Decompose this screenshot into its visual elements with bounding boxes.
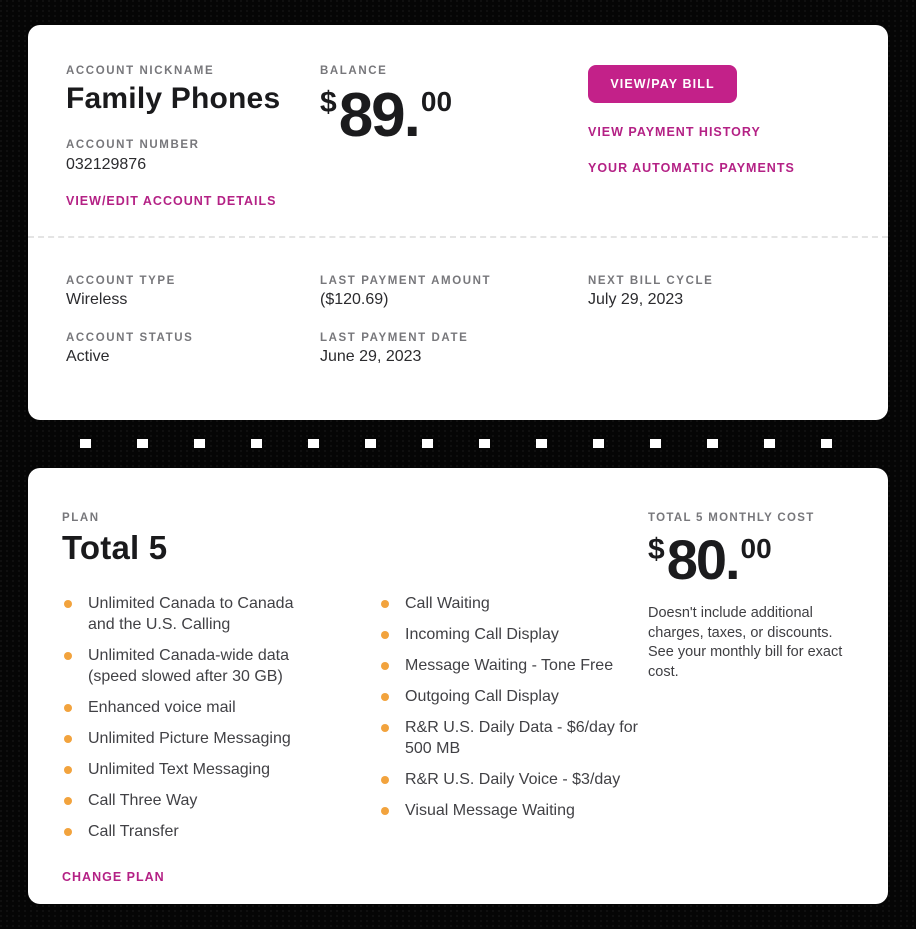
account-number-value: 032129876 [66,156,147,173]
plan-name: Total 5 [62,529,168,566]
plan-feature-text: Unlimited Canada to Canada and the U.S. Calling [88,595,294,633]
plan-feature-item [379,769,641,790]
account-type-label: ACCOUNT TYPE [66,275,176,287]
dashed-divider [28,236,888,238]
bullet-dot-icon [381,693,389,701]
plan-feature-text: Incoming Call Display [405,626,559,643]
plan-feature-item [62,697,324,718]
view-pay-bill-button[interactable]: VIEW/PAY BILL [588,65,737,103]
plan-cost-cents: 00 [740,533,772,564]
plan-features-column-1 [62,593,324,852]
account-details-grid [66,275,850,366]
bullet-dot-icon [381,807,389,815]
plan-cost-label: TOTAL 5 MONTHLY COST [648,512,815,524]
plan-feature-item [62,728,324,749]
next-bill-cycle-field [588,275,850,309]
plan-feature-item [379,593,641,614]
plan-feature-item [62,759,324,780]
bullet-dot-icon [64,735,72,743]
bullet-dot-icon [381,631,389,639]
plan-cost-currency-symbol: $ [648,533,665,566]
bullet-dot-icon [64,797,72,805]
plan-feature-text: Outgoing Call Display [405,688,559,705]
automatic-payments-link[interactable]: YOUR AUTOMATIC PAYMENTS [588,161,795,175]
view-payment-history-link[interactable]: VIEW PAYMENT HISTORY [588,125,761,139]
plan-cost-dollars: 80 [666,528,725,591]
card-gap [28,420,888,468]
account-details-column-2 [320,275,588,366]
billing-actions-section [588,65,850,210]
account-details-column-3 [588,275,850,366]
plan-cost-disclaimer: Doesn't include additional charges, taxes, or discounts. See your monthly bill for exact cost. [648,605,843,680]
plan-feature-text: Call Waiting [405,595,490,612]
bullet-dot-icon [64,704,72,712]
plan-main-section [62,512,648,886]
plan-features [62,593,648,852]
last-payment-amount-field [320,275,588,309]
bullet-dot-icon [381,662,389,670]
last-payment-amount-value: ($120.69) [320,291,389,308]
bullet-dot-icon [64,828,72,836]
balance-decimal-point: . [403,81,419,150]
next-bill-cycle-value: July 29, 2023 [588,291,684,308]
balance-amount [320,81,453,150]
plan-feature-item [62,790,324,811]
plan-features-column-2 [379,593,641,852]
account-type-value: Wireless [66,291,128,308]
next-bill-cycle-label: NEXT BILL CYCLE [588,275,714,287]
account-status-value: Active [66,348,110,365]
account-summary-grid [66,65,850,210]
plan-cost-amount [648,528,772,591]
account-nickname-label: ACCOUNT NICKNAME [66,65,215,77]
account-summary-card [28,25,888,420]
plan-feature-text: R&R U.S. Daily Data - $6/day for 500 MB [405,719,638,757]
plan-feature-item [62,821,324,842]
plan-feature-text: Call Transfer [88,823,179,840]
account-number-label: ACCOUNT NUMBER [66,139,200,151]
balance-label: BALANCE [320,65,388,77]
bullet-dot-icon [381,600,389,608]
bullet-dot-icon [64,766,72,774]
bullet-dot-icon [381,776,389,784]
balance-section [320,65,588,210]
balance-currency-symbol: $ [320,86,337,119]
plan-feature-item [379,717,641,759]
plan-feature-item [62,593,324,635]
plan-feature-text: Unlimited Picture Messaging [88,730,291,747]
plan-feature-text: Call Three Way [88,792,198,809]
account-type-field [66,275,320,309]
balance-cents: 00 [420,86,453,117]
balance-dollars: 89 [338,81,404,150]
view-edit-account-details-link[interactable]: VIEW/EDIT ACCOUNT DETAILS [66,194,277,208]
plan-feature-item [379,655,641,676]
plan-feature-item [379,800,641,821]
plan-feature-text: Unlimited Canada-wide data (speed slowed after 30 GB) [88,647,289,685]
account-details-column-1 [66,275,320,366]
account-status-label: ACCOUNT STATUS [66,332,194,344]
plan-feature-item [379,624,641,645]
last-payment-date-value: June 29, 2023 [320,348,422,365]
plan-feature-text: R&R U.S. Daily Voice - $3/day [405,771,621,788]
bullet-dot-icon [64,652,72,660]
plan-label: PLAN [62,512,100,524]
last-payment-date-field [320,332,588,366]
account-identity-section [66,65,320,210]
plan-cost-decimal-point: . [724,528,739,591]
last-payment-amount-label: LAST PAYMENT AMOUNT [320,275,492,287]
plan-feature-text: Enhanced voice mail [88,699,236,716]
bullet-dot-icon [64,600,72,608]
last-payment-date-label: LAST PAYMENT DATE [320,332,469,344]
plan-feature-text: Message Waiting - Tone Free [405,657,614,674]
plan-cost-section [648,512,858,886]
plan-feature-text: Visual Message Waiting [405,802,575,819]
plan-feature-text: Unlimited Text Messaging [88,761,271,778]
plan-card [28,468,888,904]
plan-feature-item [62,645,324,687]
torn-divider-dashes [80,439,848,448]
account-status-field [66,332,320,366]
bullet-dot-icon [381,724,389,732]
plan-grid [62,512,858,886]
change-plan-link[interactable]: CHANGE PLAN [62,870,165,884]
account-nickname-value: Family Phones [66,82,281,115]
plan-feature-item [379,686,641,707]
